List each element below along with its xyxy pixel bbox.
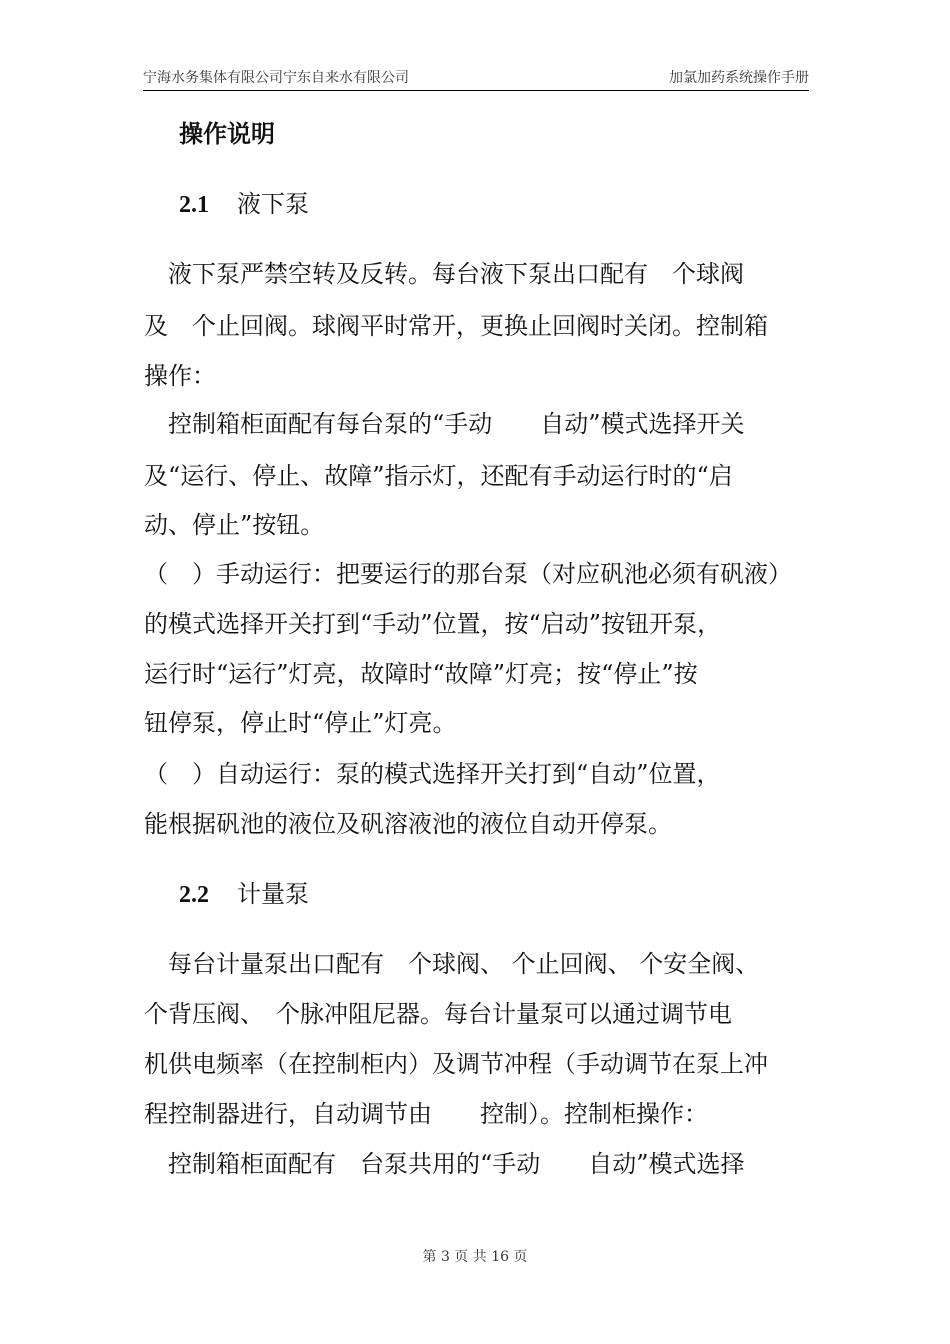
paragraph-line: 机供电频率（在控制柜内）及调节冲程（手动调节在泵上冲 [144, 1050, 768, 1078]
paragraph-line: 及“运行、停止、故障”指示灯，还配有手动运行时的“启 [144, 462, 733, 490]
paragraph-line: 动、停止”按钮。 [144, 511, 325, 539]
paragraph-line: （ ）手动运行：把要运行的那台泵（对应矾池必须有矾液） [144, 560, 792, 588]
paragraph-line: 每台计量泵出口配有 个球阀、 个止回阀、 个安全阀、 [144, 950, 760, 978]
page-header [143, 70, 809, 91]
subsection-title: 计量泵 [237, 880, 309, 908]
subsection-heading-2-1 [179, 190, 309, 219]
subsection-number: 2.1 [179, 192, 209, 218]
paragraph-line: 能根据矾池的液位及矾溶液池的液位自动开停泵。 [144, 810, 672, 838]
paragraph-line: 操作： [144, 362, 216, 390]
header-company: 宁海水务集体有限公司宁东自来水有限公司 [143, 70, 409, 86]
paragraph-line: 液下泵严禁空转及反转。每台液下泵出口配有 个球阀 [144, 260, 744, 288]
paragraph-line: 控制箱柜面配有 台泵共用的“手动 自动”模式选择 [144, 1150, 745, 1178]
subsection-number: 2.2 [179, 882, 209, 908]
paragraph-line: 钮停泵，停止时“停止”灯亮。 [144, 709, 457, 737]
header-manual-title: 加氯加药系统操作手册 [669, 70, 809, 86]
paragraph-line: 的模式选择开关打到“手动”位置，按“启动”按钮开泵， [144, 610, 722, 638]
paragraph-line: 程控制器进行，自动调节由 控制）。控制柜操作： [144, 1100, 708, 1128]
subsection-heading-2-2 [179, 880, 309, 909]
page-footer: 第 3 页 共 16 页 [422, 1249, 528, 1265]
paragraph-line: 控制箱柜面配有每台泵的“手动 自动”模式选择开关 [144, 410, 745, 438]
paragraph-line: 运行时“运行”灯亮，故障时“故障”灯亮；按“停止”按 [144, 660, 698, 688]
section-title: 操作说明 [179, 120, 275, 148]
paragraph-line: 及 个止回阀。球阀平时常开，更换止回阀时关闭。控制箱 [144, 312, 768, 340]
paragraph-line: 个背压阀、 个脉冲阻尼器。每台计量泵可以通过调节电 [144, 1000, 732, 1028]
subsection-title: 液下泵 [237, 190, 309, 218]
paragraph-line: （ ）自动运行：泵的模式选择开关打到“自动”位置， [144, 760, 721, 788]
